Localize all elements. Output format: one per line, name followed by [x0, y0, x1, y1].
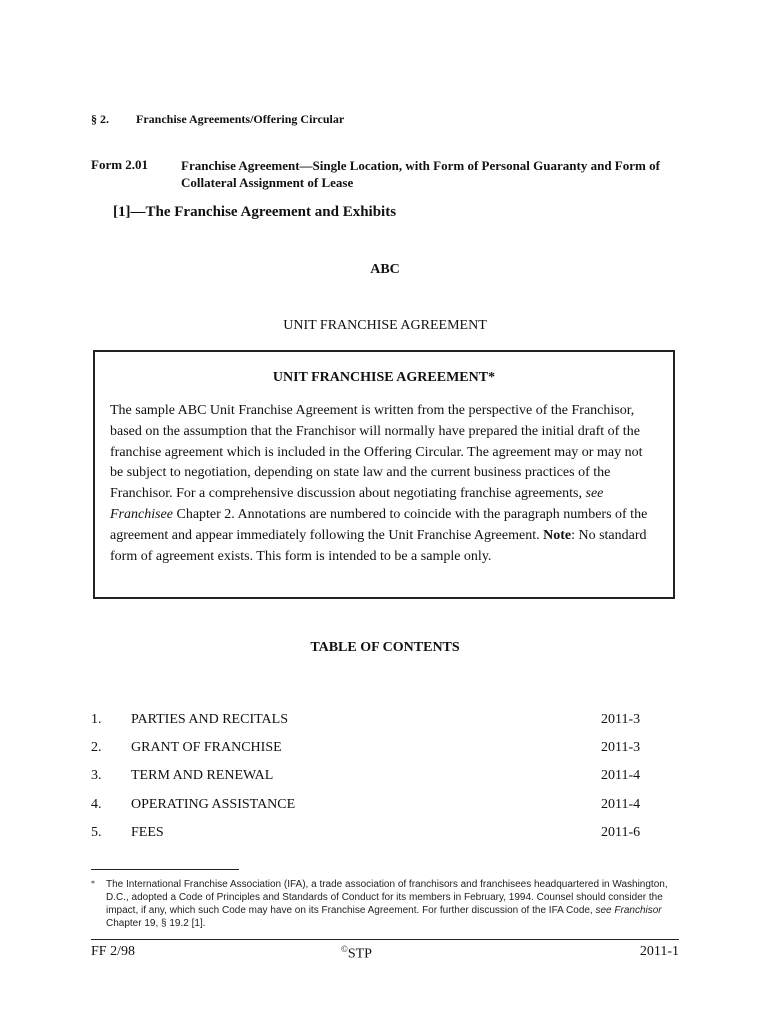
toc-heading: TABLE OF CONTENTS: [310, 640, 460, 655]
toc-page: 2011-4: [601, 797, 641, 812]
toc-number: 1.: [91, 712, 102, 727]
toc-page: 2011-3: [601, 740, 641, 755]
toc-row[interactable]: [0, 825, 770, 845]
toc-number: 5.: [91, 825, 102, 840]
footnote-text: [106, 878, 676, 930]
page-number: 2011-1: [639, 944, 679, 959]
form-number: Form 2.01: [91, 157, 149, 172]
subsection-heading: [1]—The Franchise Agreement and Exhibits: [113, 204, 397, 220]
copyright-symbol: ©: [341, 944, 348, 954]
toc-label: FEES: [131, 825, 164, 840]
document-title: UNIT FRANCHISE AGREEMENT: [283, 318, 487, 333]
footer-divider: [91, 939, 679, 940]
toc-row[interactable]: [0, 740, 770, 760]
annotation-text: : No standard form of agreement exists. This form is intended to be a sample only.: [110, 527, 647, 564]
annotation-text: Chapter 2. Annotations are numbered to coincide with the paragraph numbers of the agreement and appear immediately following the Unit Franchise Agreement.: [110, 506, 648, 543]
annotation-box-body: [110, 401, 657, 567]
toc-row[interactable]: [0, 797, 770, 817]
annotation-text: The sample ABC Unit Franchise Agreement is written from the perspective of the Franchisor, based on the assumption that the Franchisor will normally have prepared the initial draft of the franchise agreement which is included in the Offering Circular. The agreement may or may not be subject to negotiation, depending on state law and the current business practices of the Franchisor. For a comprehensive discussion about negotiating franchise agreements,: [110, 403, 643, 502]
toc-number: 4.: [91, 797, 102, 812]
toc-page: 2011-3: [601, 712, 641, 727]
annotation-box: [93, 350, 675, 599]
toc-row[interactable]: [0, 768, 770, 788]
footer-publisher: [341, 944, 372, 963]
note-label: Note: [543, 527, 572, 543]
footnote-divider: [91, 869, 239, 870]
toc-label: GRANT OF FRANCHISE: [131, 740, 282, 755]
footnote-reference: see Franchisor: [595, 905, 662, 916]
footer-date: FF 2/98: [91, 944, 135, 959]
toc-row[interactable]: [0, 712, 770, 732]
publisher-name: STP: [347, 946, 372, 962]
toc-number: 3.: [91, 768, 102, 783]
toc-label: PARTIES AND RECITALS: [131, 712, 288, 727]
toc-page: 2011-6: [601, 825, 641, 840]
section-title: Franchise Agreements/Offering Circular: [136, 112, 345, 126]
toc-page: 2011-4: [601, 768, 641, 783]
annotation-box-title: UNIT FRANCHISE AGREEMENT*: [272, 370, 496, 385]
form-title: Franchise Agreement—Single Location, with Form of Personal Guaranty and Form of Collateral Assignment of Lease: [181, 158, 660, 190]
toc-number: 2.: [91, 740, 102, 755]
toc-label: TERM AND RENEWAL: [131, 768, 274, 783]
footnote-body: Chapter 19, § 19.2 [1].: [106, 918, 206, 929]
toc-label: OPERATING ASSISTANCE: [131, 797, 296, 812]
section-number: § 2.: [91, 112, 109, 126]
annotation-reference: see Franchisee: [110, 486, 604, 522]
footnote-body: The International Franchise Association (IFA), a trade association of franchisors and franchisees headquartered in Washington, D.C., adopted a Code of Principles and Standards of Conduct for its members in February, 1994. Counsel should consider the impact, if any, which such Code may have on its Franchise Agreement. For further discussion of the IFA Code,: [106, 879, 668, 916]
company-name: ABC: [370, 262, 400, 277]
footnote-mark: *: [91, 879, 95, 888]
